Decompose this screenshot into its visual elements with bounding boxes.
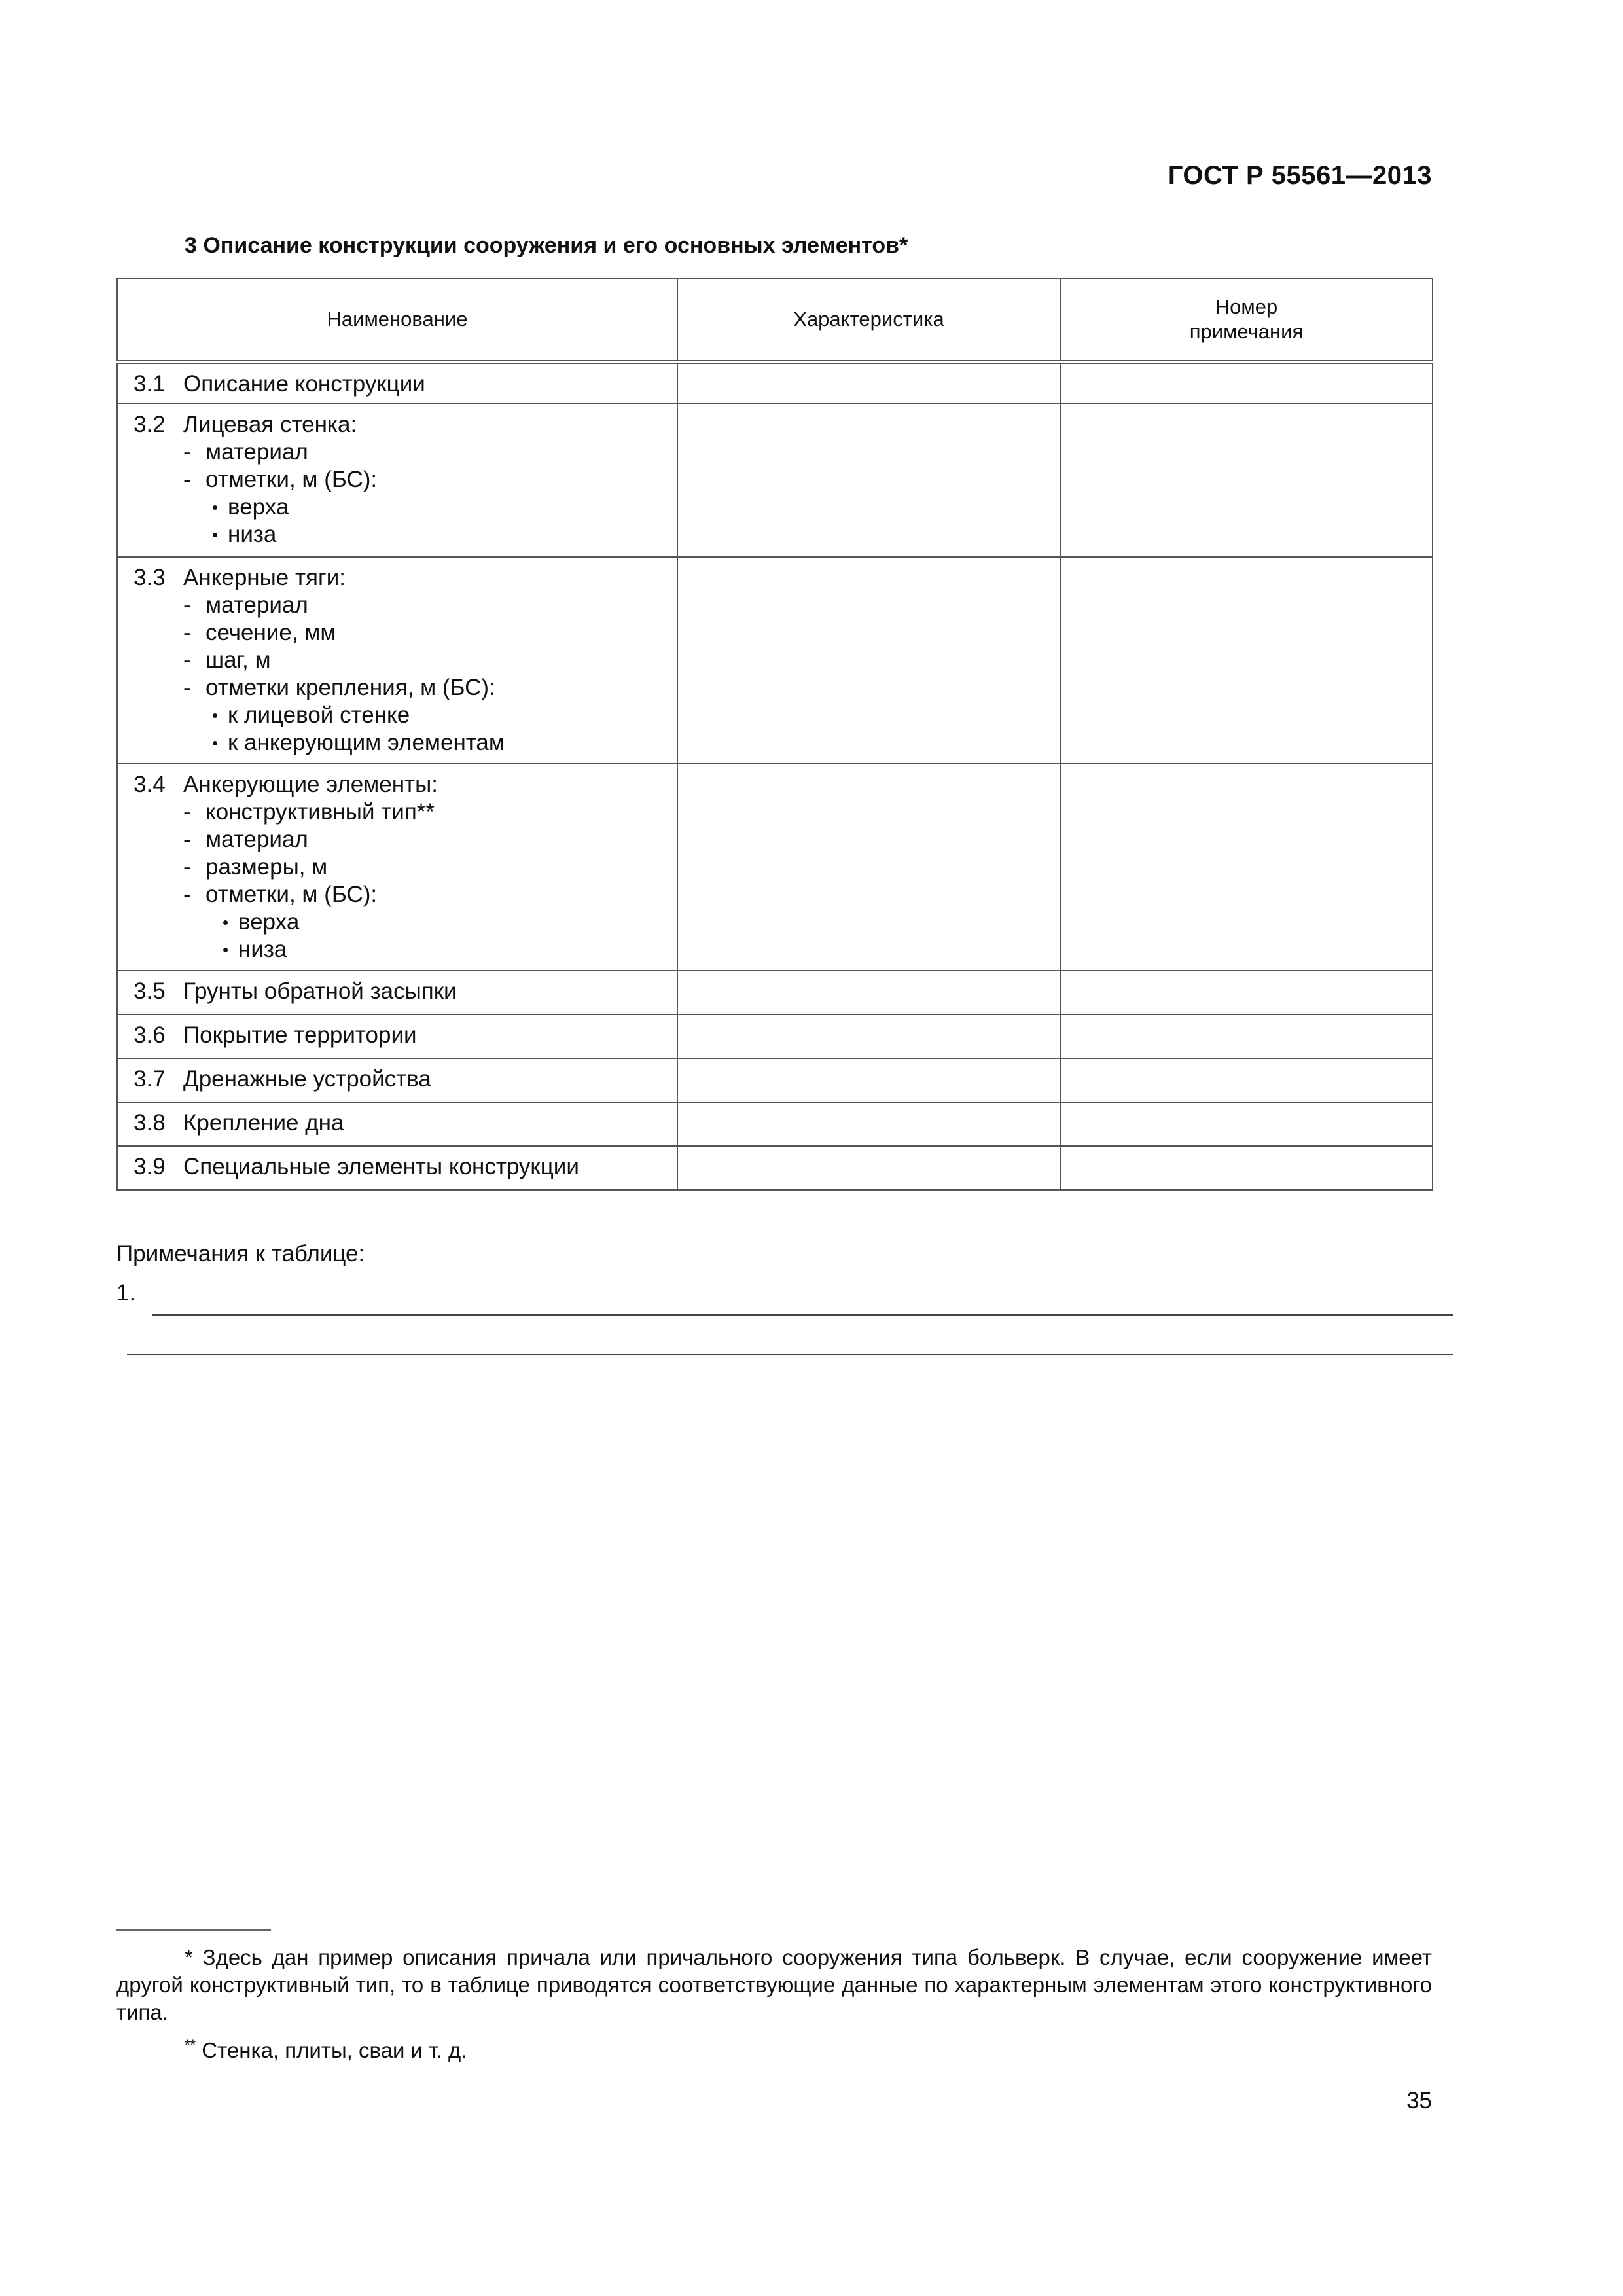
footnote-1: * Здесь дан пример описания причала или причального сооружения типа больверк. В случае, если сооружение имеет другой конструктивный тип, то в таблице приводятся соответствующие данные по характерным элементам этого конструктивного типа. (116, 1945, 1432, 2024)
list-item: - материал (183, 592, 308, 618)
row-title: Описание конструкции (183, 371, 425, 397)
row-name-cell (117, 1102, 677, 1146)
list-item: - отметки, м (БС): (183, 467, 378, 492)
row-title: Специальные элементы конструкции (183, 1154, 579, 1179)
list-item: - отметки крепления, м (БС): (183, 675, 495, 700)
row-name-cell (117, 557, 677, 764)
row-title: Анкерные тяги: (183, 565, 346, 590)
characteristic-cell[interactable] (677, 557, 1060, 764)
characteristic-cell[interactable] (677, 404, 1060, 557)
list-item: • к лицевой стенке (212, 702, 410, 728)
row-number: 3.3 (134, 565, 166, 590)
list-item: • к анкерующим элементам (212, 730, 505, 755)
column-header-note-line2: примечания (1189, 320, 1304, 343)
row-title: Грунты обратной засыпки (183, 978, 457, 1004)
note-number-cell[interactable] (1060, 557, 1433, 764)
row-title: Лицевая стенка: (183, 412, 357, 437)
characteristic-cell[interactable] (677, 764, 1060, 971)
row-number: 3.8 (134, 1110, 166, 1136)
construction-description-table (116, 278, 1433, 1191)
table-row (117, 1058, 1433, 1102)
note-number-cell[interactable] (1060, 1014, 1433, 1058)
row-title: Дренажные устройства (183, 1066, 431, 1092)
table-row (117, 764, 1433, 971)
section-title: 3 Описание конструкции сооружения и его основных элементов* (185, 233, 908, 258)
row-number: 3.6 (134, 1022, 166, 1048)
column-header-characteristic: Характеристика (677, 278, 1060, 362)
note-number-cell[interactable] (1060, 764, 1433, 971)
note-number-cell[interactable] (1060, 404, 1433, 557)
row-number: 3.7 (134, 1066, 166, 1092)
note-number-cell[interactable] (1060, 1102, 1433, 1146)
table-row (117, 557, 1433, 764)
note-1-number: 1. (116, 1280, 136, 1306)
table-row (117, 404, 1433, 557)
table-row (117, 1102, 1433, 1146)
characteristic-cell[interactable] (677, 362, 1060, 404)
table-row (117, 362, 1433, 404)
table-header-row (117, 278, 1433, 362)
characteristic-cell[interactable] (677, 1058, 1060, 1102)
table-row (117, 1146, 1433, 1190)
row-name-cell (117, 971, 677, 1014)
list-item: - конструктивный тип** (183, 799, 435, 825)
footnote-separator (116, 1929, 271, 1931)
note-number-cell[interactable] (1060, 1146, 1433, 1190)
row-number: 3.1 (134, 371, 166, 397)
column-header-note-line1: Номер (1215, 295, 1278, 318)
list-item: - шаг, м (183, 647, 271, 673)
column-header-note-number (1060, 278, 1433, 362)
standard-code: ГОСТ Р 55561—2013 (1168, 161, 1432, 190)
footnote-2 (116, 2032, 1500, 2064)
row-number: 3.4 (134, 772, 166, 797)
characteristic-cell[interactable] (677, 1146, 1060, 1190)
row-number: 3.9 (134, 1154, 166, 1179)
list-item: - материал (183, 439, 308, 465)
table-row (117, 1014, 1433, 1058)
list-item: - сечение, мм (183, 620, 336, 645)
footnote-2-mark: ** (185, 2037, 196, 2053)
characteristic-cell[interactable] (677, 971, 1060, 1014)
note-1-continuation-line[interactable] (127, 1354, 1453, 1355)
row-number: 3.5 (134, 978, 166, 1004)
row-title: Анкерующие элементы: (183, 772, 438, 797)
list-item: - материал (183, 827, 308, 852)
list-item: - размеры, м (183, 854, 328, 880)
characteristic-cell[interactable] (677, 1014, 1060, 1058)
list-item: • низа (212, 522, 277, 547)
table-row (117, 971, 1433, 1014)
table-notes-label: Примечания к таблице: (116, 1241, 365, 1266)
row-number: 3.2 (134, 412, 166, 437)
row-name-cell (117, 1058, 677, 1102)
list-item: • низа (223, 937, 287, 962)
row-name-cell (117, 1146, 677, 1190)
list-item: - отметки, м (БС): (183, 882, 378, 907)
note-number-cell[interactable] (1060, 971, 1433, 1014)
list-item: • верха (223, 909, 300, 935)
page-number: 35 (1406, 2088, 1432, 2113)
column-header-name: Наименование (117, 278, 677, 362)
note-number-cell[interactable] (1060, 362, 1433, 404)
note-number-cell[interactable] (1060, 1058, 1433, 1102)
list-item: • верха (212, 494, 289, 520)
footnote-2-text: Стенка, плиты, сваи и т. д. (196, 2038, 467, 2062)
row-name-cell (117, 1014, 677, 1058)
row-name-cell (117, 362, 677, 404)
row-title: Крепление дна (183, 1110, 344, 1136)
row-name-cell (117, 764, 677, 971)
row-title: Покрытие территории (183, 1022, 417, 1048)
row-name-cell (117, 404, 677, 557)
note-1-fill-line[interactable] (152, 1314, 1453, 1316)
characteristic-cell[interactable] (677, 1102, 1060, 1146)
